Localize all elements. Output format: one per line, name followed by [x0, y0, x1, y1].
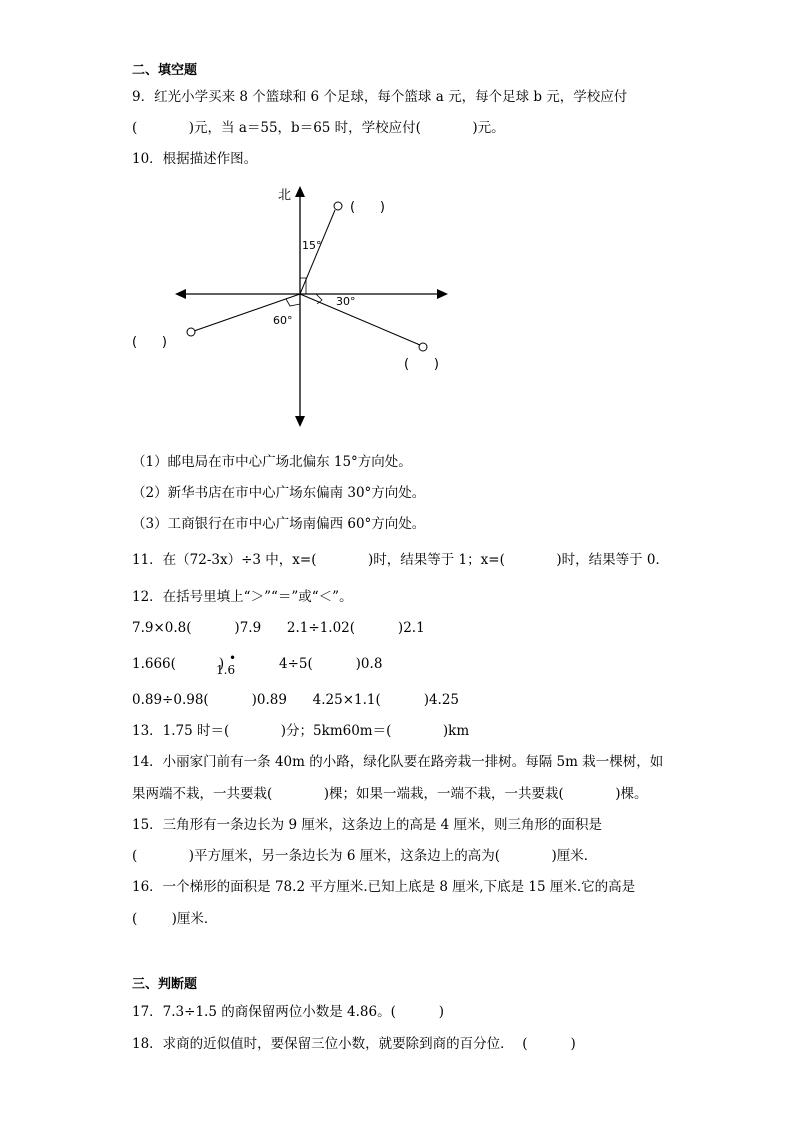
angle-west-label: 60° — [273, 314, 293, 327]
q10-prompt: 10．根据描述作图。 — [132, 151, 258, 167]
angle-east-label: 30° — [336, 295, 356, 308]
ray-post-office — [300, 210, 335, 294]
west-arrow-icon — [175, 289, 186, 299]
south-arrow-icon — [295, 416, 305, 427]
q18: 18．求商的近似值时，要保留三位小数，就要除到商的百分位． ( ) — [132, 1036, 576, 1052]
q15-line1: 15．三角形有一条边长为 9 厘米，这条边上的高是 4 厘米，则三角形的面积是 — [132, 817, 603, 833]
q12-row2-part2: 4÷5( )0.8 — [279, 656, 383, 672]
section-heading-judgement: 三、判断题 — [132, 977, 198, 992]
q14-line2: 果两端不栽，一共要栽( )棵；如果一端栽，一端不栽，一共要栽( )棵。 — [132, 786, 648, 802]
blank-top: ( ) — [350, 200, 385, 215]
q17: 17．7.3÷1.5 的商保留两位小数是 4.86。( ) — [132, 1004, 445, 1020]
ray-bookstore — [300, 294, 420, 345]
direction-diagram — [120, 178, 480, 434]
q12-row1: 7.9×0.8( )7.9 2.1÷1.02( )2.1 — [132, 620, 425, 636]
q10-item1: （1）邮电局在市中心广场北偏东 15°方向处。 — [132, 454, 412, 470]
north-arrow-icon — [295, 186, 305, 197]
q13: 13．1.75 时＝( )分；5km60m＝( )km — [132, 723, 470, 739]
bank-point — [187, 328, 195, 336]
repeat-dot-icon: • — [229, 651, 237, 665]
q12-row2-part1: 1.666( ) — [132, 656, 225, 672]
angle-mark-west — [286, 299, 300, 306]
north-label: 北 — [278, 188, 292, 203]
section-heading-fill-blank: 二、填空题 — [132, 63, 198, 78]
q10-item3: （3）工商银行在市中心广场南偏西 60°方向处。 — [132, 516, 426, 532]
blank-right: ( ) — [404, 357, 439, 372]
q16-line2: ( )厘米． — [132, 911, 218, 927]
repeating-decimal: 1.6 — [216, 663, 236, 677]
q16-line1: 16．一个梯形的面积是 78.2 平方厘米.已知上底是 8 厘米,下底是 15 厘米.它的高是 — [132, 879, 636, 895]
q12-row3: 0.89÷0.98( )0.89 4.25×1.1( )4.25 — [132, 692, 460, 708]
q12-prompt: 12．在括号里填上“＞”“＝”或“＜”。 — [132, 589, 353, 605]
q11: 11．在（72-3x）÷3 中，x=( )时，结果等于 1；x=( )时，结果等于 0． — [132, 552, 669, 568]
blank-left: ( ) — [132, 335, 167, 350]
angle-north-label: 15° — [302, 239, 322, 252]
q9-line1: 9．红光小学买来 8 个篮球和 6 个足球，每个篮球 a 元，每个足球 b 元，学校应付 — [132, 89, 628, 105]
q10-item2: （2）新华书店在市中心广场东偏南 30°方向处。 — [132, 485, 426, 501]
q9-line2: ( )元，当 a＝55，b＝65 时，学校应付( )元。 — [132, 120, 505, 136]
post-office-point — [334, 202, 342, 210]
bookstore-point — [419, 343, 427, 351]
east-arrow-icon — [437, 289, 448, 299]
q14-line1: 14．小丽家门前有一条 40m 的小路，绿化队要在路旁栽一排树。每隔 5m 栽一棵树，如 — [132, 754, 664, 770]
q15-line2: ( )平方厘米，另一条边长为 6 厘米，这条边上的高为( )厘米． — [132, 848, 598, 864]
